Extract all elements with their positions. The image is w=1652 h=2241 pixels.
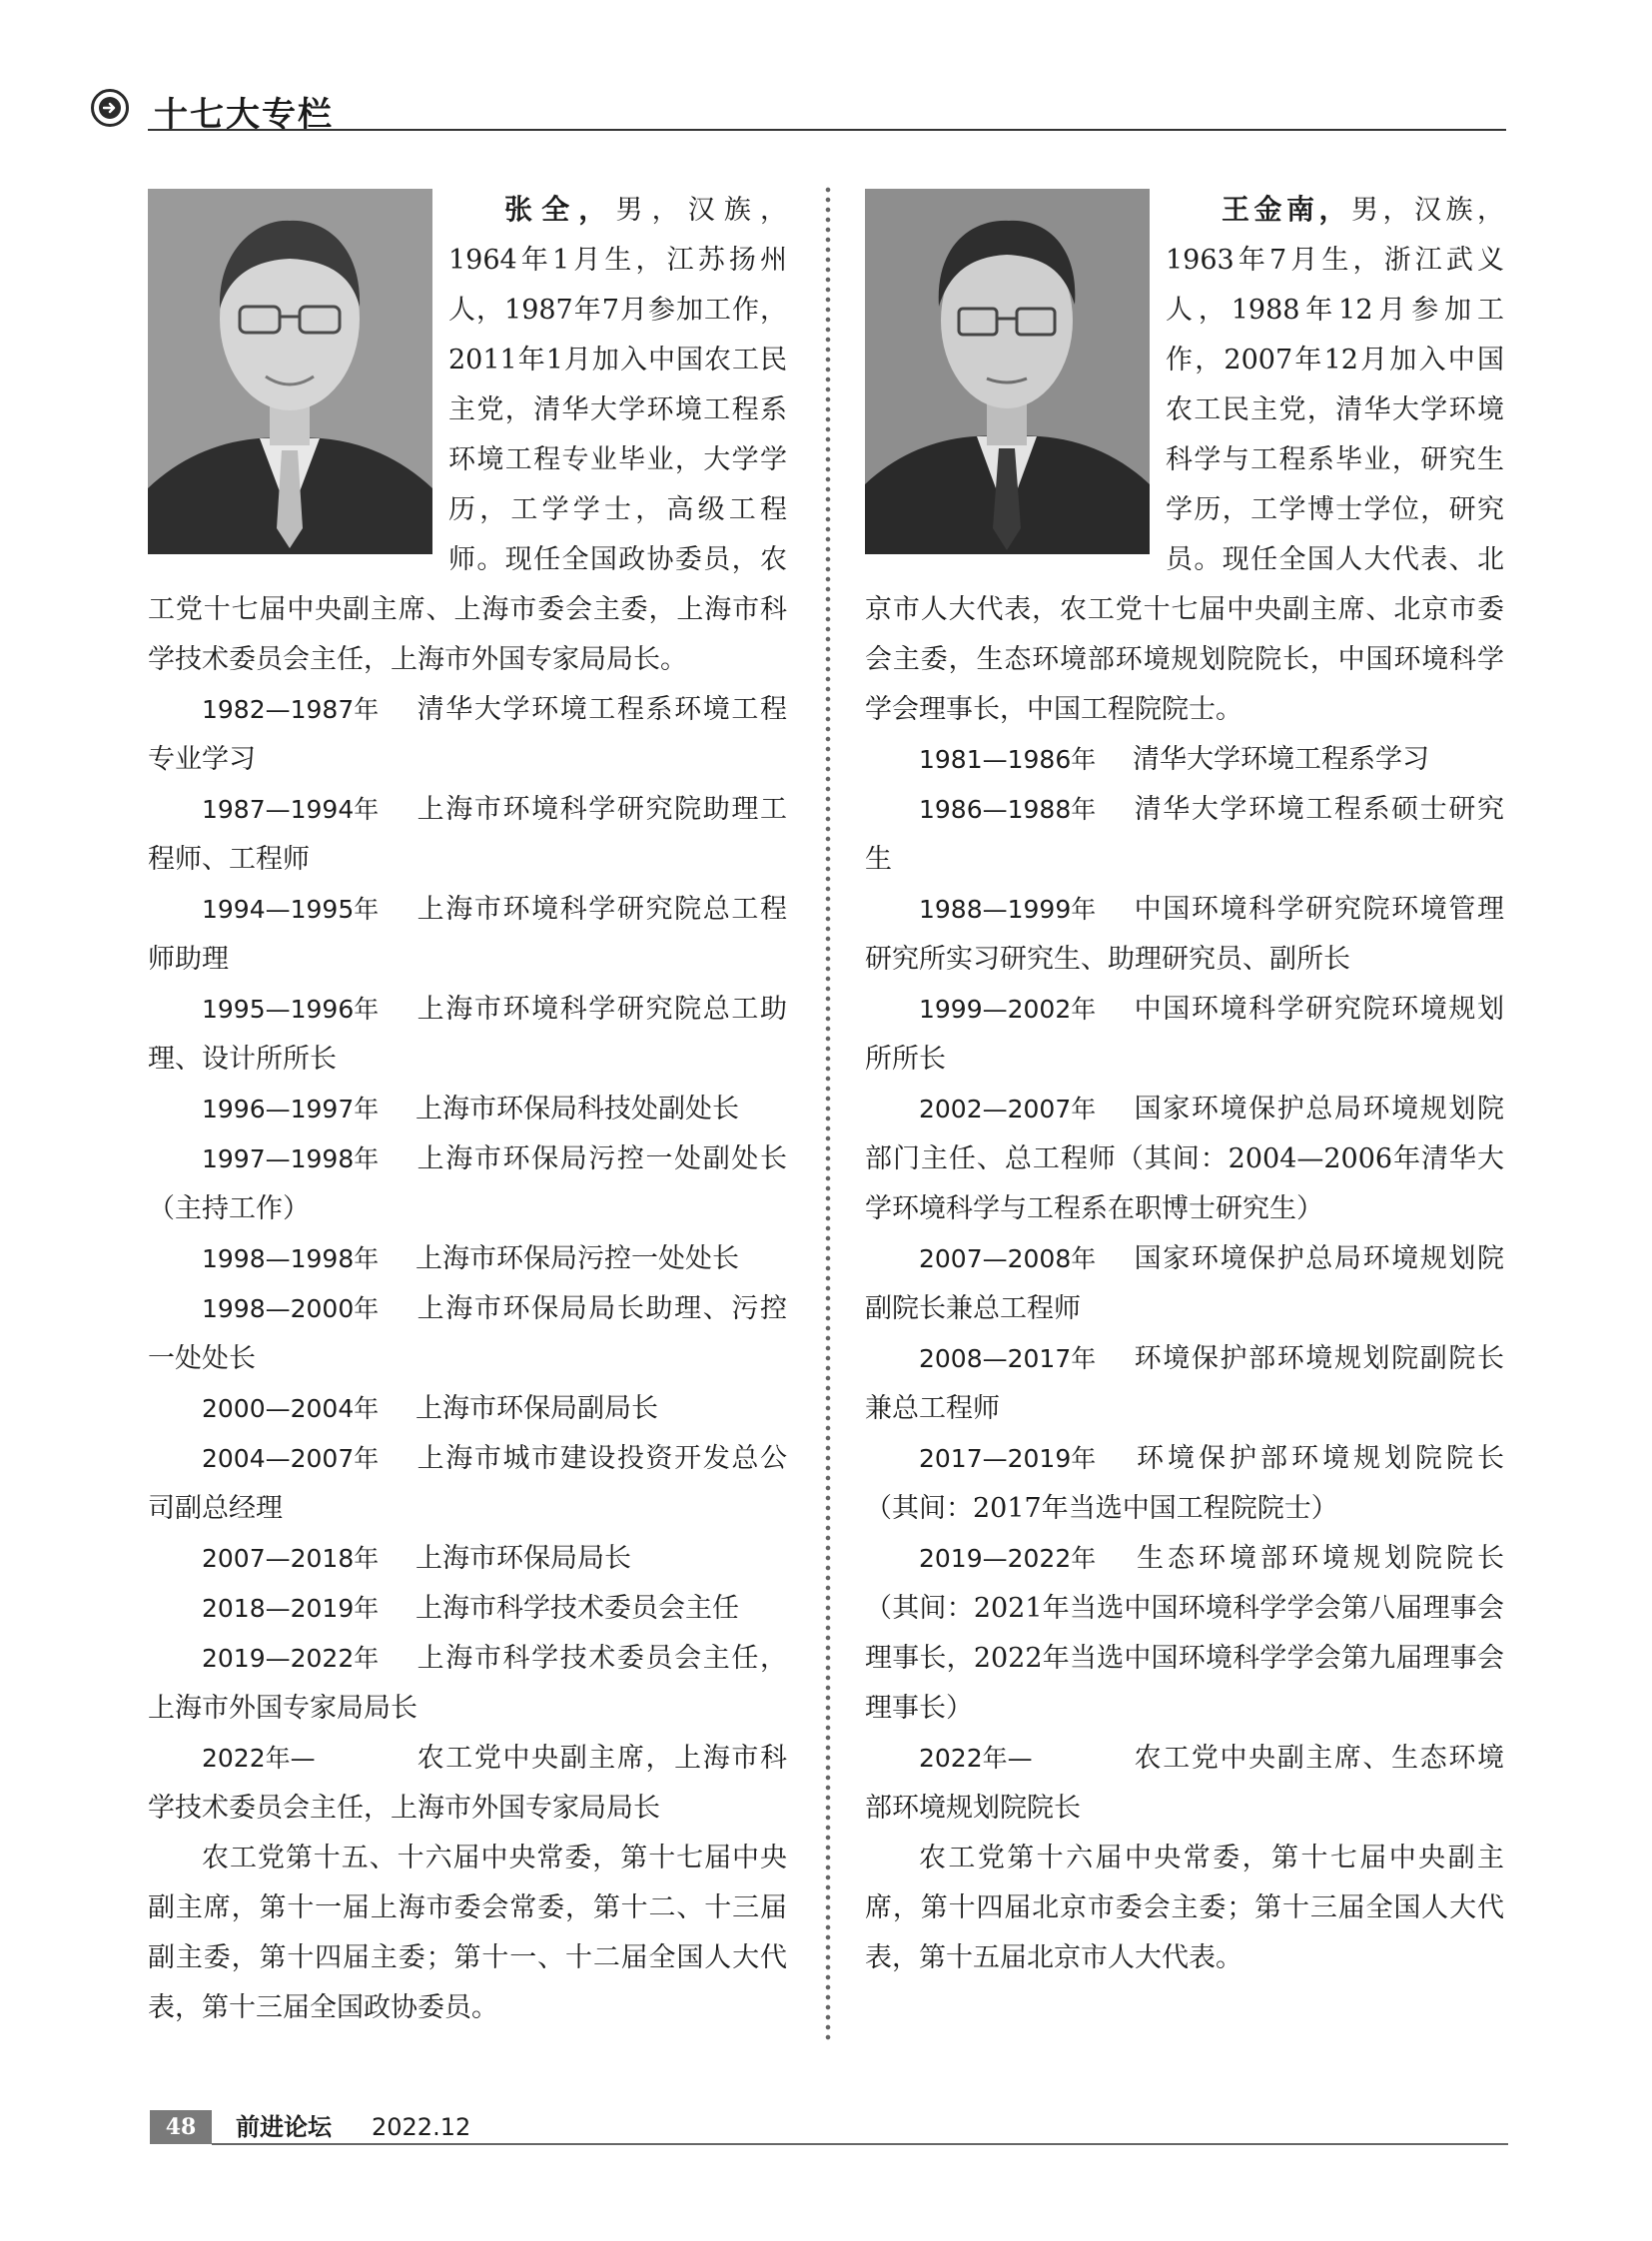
timeline-text: 上海市环保局污控一处副处长（主持工作） (148, 1143, 787, 1224)
timeline-years: 1988—1999年 (919, 895, 1097, 924)
timeline-entry (865, 735, 1504, 785)
timeline-years: 1986—1988年 (919, 795, 1097, 824)
timeline-text: 上海市环保局局长 (415, 1543, 631, 1574)
timeline-text: 农工党中央副主席、生态环境部环境规划院院长 (865, 1743, 1504, 1824)
timeline-entry (865, 1334, 1504, 1434)
timeline-entry (148, 1634, 787, 1734)
timeline-entry (148, 1434, 787, 1534)
timeline-entry (148, 1284, 787, 1384)
timeline-text: 上海市科学技术委员会主任 (415, 1593, 739, 1624)
timeline-years: 1982—1987年 (202, 695, 380, 724)
timeline-entry (148, 885, 787, 985)
timeline-entry (148, 1534, 787, 1584)
timeline-text: 农工党中央副主席，上海市科学技术委员会主任，上海市外国专家局局长 (148, 1743, 787, 1824)
timeline-text: 上海市城市建设投资开发总公司副总经理 (148, 1443, 787, 1524)
timeline-text: 国家环境保护总局环境规划院副院长兼总工程师 (865, 1243, 1504, 1324)
arrow-circle-icon (91, 89, 129, 127)
person-name: 张全， (504, 193, 616, 226)
party-positions-paragraph: 农工党第十六届中央常委，第十七届中央副主席，第十四届北京市委会主委；第十三届全国人大代表，第十五届北京市人大代表。 (865, 1843, 1504, 1973)
header-rule (148, 129, 1506, 131)
timeline-text: 上海市环保局副局长 (415, 1393, 658, 1424)
timeline-years: 1998—1998年 (202, 1244, 380, 1273)
intro-text: 男，汉族，1963年7月生，浙江武义人，1988年12月参加工作，2007年12月加入中国农工民主党，清华大学环境科学与工程系毕业，研究生学历，工学博士学位，研究员。现任全国人大代表、北京市人大代表，农工党十七届中央副主席、北京市委会主委，生态环境部环境规划院院长，中国环境科学学会理事长，中国工程院院士。 (865, 195, 1504, 725)
timeline-text: 上海市环境科学研究院总工程师助理 (148, 894, 787, 975)
timeline-entry (865, 1434, 1504, 1534)
timeline-entry (865, 885, 1504, 985)
page-number: 48 (150, 2110, 212, 2144)
timeline-years: 2022年— (202, 1744, 316, 1773)
party-positions-paragraph: 农工党第十五、十六届中央常委，第十七届中央副主席，第十一届上海市委会常委，第十二、十三届副主委，第十四届主委；第十一、十二届全国人大代表，第十三届全国政协委员。 (148, 1843, 787, 2023)
timeline-text: 中国环境科学研究院环境规划所所长 (865, 994, 1504, 1075)
timeline-years: 2022年— (919, 1744, 1033, 1773)
timeline-text: 清华大学环境工程系环境工程专业学习 (148, 694, 787, 775)
biography-zhang-quan (148, 185, 787, 2033)
timeline-years: 2007—2018年 (202, 1544, 380, 1573)
page-footer (150, 2110, 1508, 2150)
timeline-years: 2018—2019年 (202, 1594, 380, 1623)
timeline-years: 2008—2017年 (919, 1344, 1097, 1373)
timeline-entry (148, 1134, 787, 1234)
timeline-text: 上海市科学技术委员会主任，上海市外国专家局局长 (148, 1643, 787, 1724)
timeline-entry (865, 1734, 1504, 1834)
timeline-entry (148, 1085, 787, 1134)
timeline-text: 国家环境保护总局环境规划院部门主任、总工程师（其间：2004—2006年清华大学环境科学与工程系在职博士研究生） (865, 1094, 1504, 1224)
timeline-text: 上海市环境科学研究院助理工程师、工程师 (148, 794, 787, 875)
timeline-years: 2017—2019年 (919, 1444, 1097, 1473)
timeline-text: 上海市环境科学研究院总工助理、设计所所长 (148, 994, 787, 1075)
timeline-years: 1997—1998年 (202, 1144, 380, 1173)
timeline-years: 1998—2000年 (202, 1294, 380, 1323)
timeline-years: 2000—2004年 (202, 1394, 380, 1423)
timeline-entry (148, 1234, 787, 1284)
timeline-entry (148, 685, 787, 785)
portrait-photo-zhang-quan (148, 189, 432, 554)
footer-rule (212, 2143, 1508, 2145)
issue-date: 2022.12 (372, 2113, 471, 2141)
timeline-entry (865, 785, 1504, 885)
timeline-text: 中国环境科学研究院环境管理研究所实习研究生、助理研究员、副所长 (865, 894, 1504, 975)
timeline-years: 1987—1994年 (202, 795, 380, 824)
timeline-entry (865, 1234, 1504, 1334)
timeline-text: 上海市环保局科技处副处长 (415, 1094, 739, 1124)
timeline-text: 上海市环保局局长助理、污控一处处长 (148, 1293, 787, 1374)
timeline-text: 环境保护部环境规划院院长（其间：2017年当选中国工程院院士） (865, 1443, 1504, 1524)
timeline-years: 2019—2022年 (919, 1544, 1097, 1573)
timeline-text: 上海市环保局污控一处处长 (415, 1243, 739, 1274)
intro-text: 男，汉族，1964年1月生，江苏扬州人，1987年7月参加工作，2011年1月加入中国农工民主党，清华大学环境工程系环境工程专业毕业，大学学历，工学学士，高级工程师。现任全国政协委员，农工党十七届中央副主席、上海市委会主委，上海市科学技术委员会主任，上海市外国专家局局长。 (148, 195, 787, 675)
timeline-text: 环境保护部环境规划院副院长兼总工程师 (865, 1343, 1504, 1424)
timeline-entry (148, 1384, 787, 1434)
timeline-entry (865, 1085, 1504, 1234)
timeline-entry (148, 1734, 787, 1834)
timeline-years: 2004—2007年 (202, 1444, 380, 1473)
timeline-entry (148, 1584, 787, 1634)
journal-title: 前进论坛 (236, 2113, 332, 2141)
timeline-text: 清华大学环境工程系硕士研究生 (865, 794, 1504, 875)
timeline-years: 1995—1996年 (202, 995, 380, 1024)
timeline-entry (148, 985, 787, 1085)
column-divider (821, 185, 835, 2042)
timeline-text: 生态环境部环境规划院院长（其间：2021年当选中国环境科学学会第八届理事会理事长，2022年当选中国环境科学学会第九届理事会理事长） (865, 1543, 1504, 1724)
timeline-years: 2002—2007年 (919, 1095, 1097, 1123)
timeline-years: 1981—1986年 (919, 745, 1097, 774)
portrait-photo-wang-jinnan (865, 189, 1150, 554)
timeline-entry (148, 785, 787, 885)
timeline-years: 1996—1997年 (202, 1095, 380, 1123)
timeline-text: 清华大学环境工程系学习 (1133, 744, 1429, 775)
timeline-years: 2019—2022年 (202, 1644, 380, 1673)
section-title: 十七大专栏 (154, 95, 334, 135)
person-name: 王金南， (1222, 193, 1351, 226)
timeline-years: 2007—2008年 (919, 1244, 1097, 1273)
timeline-years: 1999—2002年 (919, 995, 1097, 1024)
section-header (88, 85, 1506, 135)
timeline-entry (865, 1534, 1504, 1734)
biography-wang-jinnan (865, 185, 1504, 1983)
timeline-entry (865, 985, 1504, 1085)
timeline-years: 1994—1995年 (202, 895, 380, 924)
